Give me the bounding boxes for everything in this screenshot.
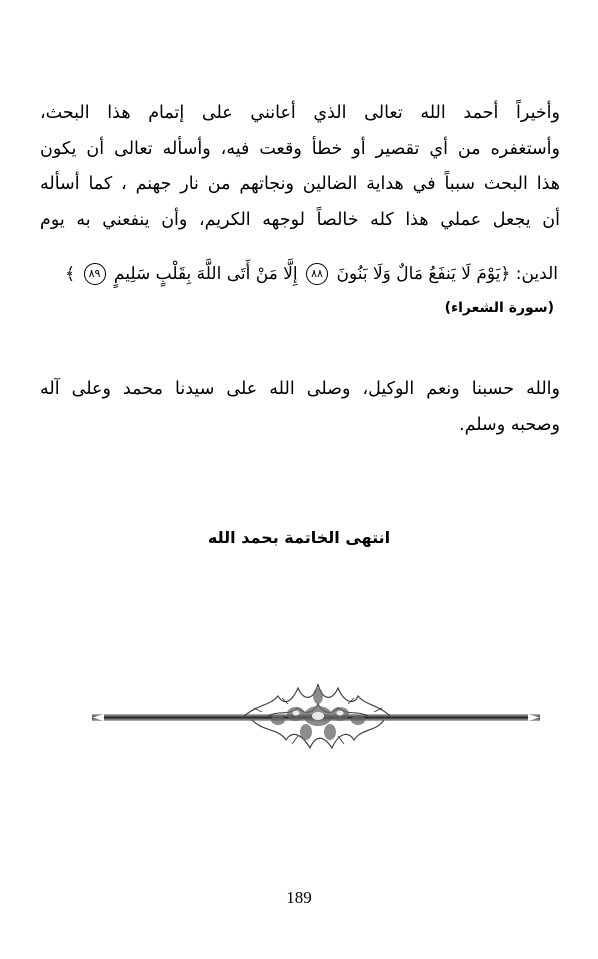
final-paragraph xyxy=(40,372,560,443)
page-number: 189 xyxy=(286,888,312,907)
floral-divider-icon xyxy=(92,676,540,756)
verse-close-bracket: ﴾ xyxy=(65,264,76,284)
quran-verse-line xyxy=(65,256,558,292)
paragraph-line: وصحبه وسلم. xyxy=(459,414,560,435)
verse-lead: الدين: xyxy=(515,264,558,284)
ayah-number-icon: ٨٩ xyxy=(84,263,106,285)
ending-note: انتهى الخاتمة بحمد الله xyxy=(207,528,391,547)
closing-paragraph xyxy=(40,96,560,238)
paragraph-line: وأخيراً أحمد الله تعالى الذي أعانني على إتمام هذا البحث، xyxy=(40,103,560,123)
paragraph-line: هذا البحث سبباً في هداية الضالين ونجاتهم من نار جهنم ، كما أسأله xyxy=(40,174,560,194)
paragraph-line: أن يجعل عملي هذا كله خالصاً لوجهه الكريم، وأن ينفعني به يوم xyxy=(40,209,560,230)
verse-source: (سورة الشعراء) xyxy=(444,300,554,316)
paragraph-line: والله حسبنا ونعم الوكيل، وصلى الله على سيدنا محمد وعلى آله xyxy=(40,379,560,399)
verse-text-part1: ﴿يَوْمَ لَا يَنفَعُ مَالٌ وَلَا بَنُونَ xyxy=(336,264,511,284)
ayah-number-icon: ٨٨ xyxy=(306,263,328,285)
verse-text-part2: إِلَّا مَنْ أَتَى اللَّهَ بِقَلْبٍ سَلِيمٍ xyxy=(113,264,298,284)
paragraph-line: وأستغفره من أي تقصير أو خطأ وقعت فيه، وأسأله تعالى أن يكون xyxy=(40,138,560,159)
